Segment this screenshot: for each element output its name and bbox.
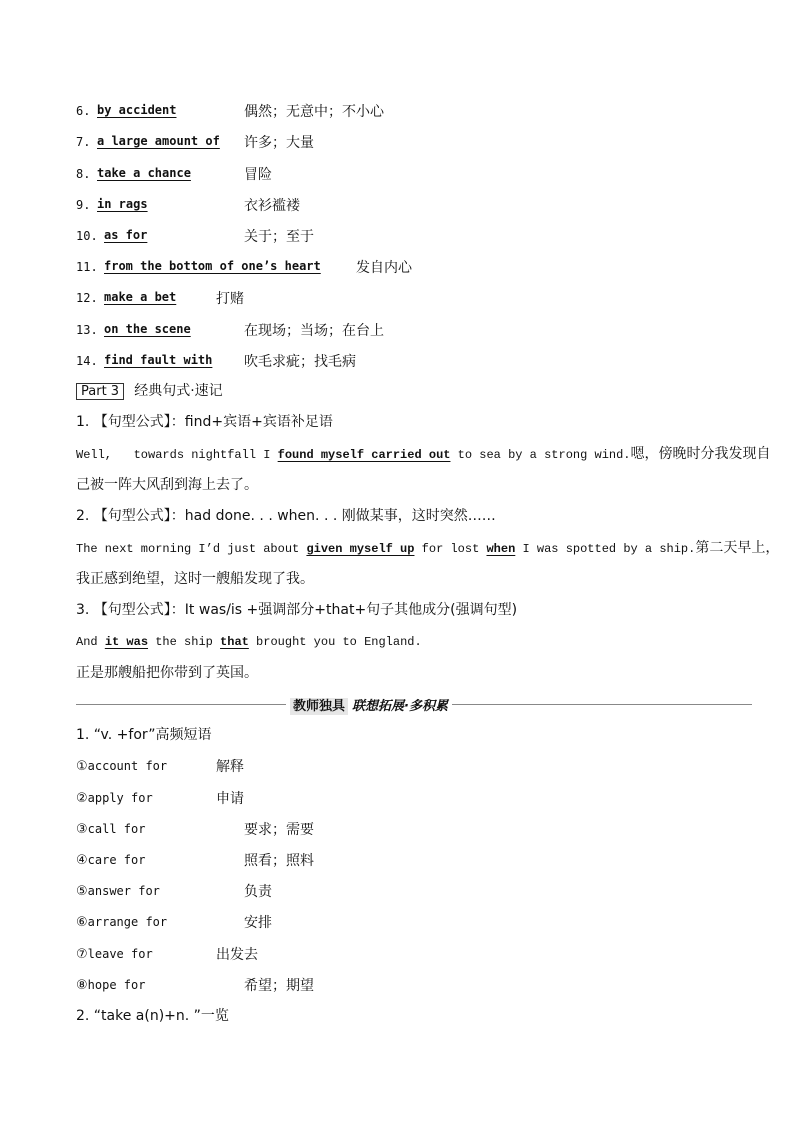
item-marker: ⑧: [76, 978, 88, 993]
sentence-highlight: it was: [104, 635, 149, 649]
vocab-phrase: make a bet: [104, 290, 177, 304]
vocab-phrase: find fault with: [104, 353, 213, 367]
sentence-text: to sea by a strong wind.: [450, 448, 631, 462]
pattern-formula: 2. 【句型公式】：had done. . . when. . . 刚做某事，这时突然……: [76, 508, 496, 524]
vocab-meaning: 关于；至于: [244, 229, 314, 245]
pattern-label: [76, 601, 517, 620]
example-sentence: [76, 633, 422, 651]
example-sentence: [76, 445, 771, 464]
vocab-phrase: from the bottom of one’s heart: [104, 259, 321, 273]
item-number: 14.: [76, 354, 98, 368]
item-number: 10.: [76, 229, 98, 243]
vocab-phrase: take a chance: [97, 166, 191, 180]
vocab-phrase: a large amount of: [97, 134, 220, 148]
example-translation: [76, 664, 258, 683]
item-marker: ⑥: [76, 915, 88, 930]
sentence-text: And: [76, 635, 105, 649]
example-translation: [76, 570, 314, 589]
vocab-meaning: 冒险: [244, 167, 272, 183]
item-number: 9.: [76, 198, 91, 212]
pattern-formula: 3. 【句型公式】：It was/is +强调部分+that+句子其他成分(强调句型): [76, 602, 518, 618]
list-item: [76, 757, 167, 776]
example-translation: [76, 476, 258, 495]
item-number: 7.: [76, 135, 91, 149]
extension-heading: [76, 726, 211, 745]
list-item: [76, 945, 153, 964]
vocab-meaning: 衣衫褴褛: [244, 198, 300, 214]
vocab-phrase: in rags: [97, 197, 148, 211]
vocab-item: [76, 352, 98, 371]
sentence-text: The next morning I’d just about: [76, 542, 307, 556]
vocab-phrase: by accident: [97, 103, 177, 117]
vocab-item: [76, 227, 98, 246]
sentence-highlight: when: [486, 542, 516, 556]
sentence-text: Well, towards nightfall I: [76, 448, 278, 462]
divider-title: 联想拓展·多积累: [352, 699, 448, 714]
vocab-item: [76, 289, 98, 308]
item-number: 8.: [76, 167, 91, 181]
item-marker: ③: [76, 822, 88, 837]
sentence-text: for lost: [414, 542, 487, 556]
section-title: 经典句式·速记: [134, 383, 223, 399]
teacher-tag: 教师独具: [290, 698, 348, 715]
sentence-highlight: that: [220, 635, 249, 649]
vocab-phrase: on the scene: [104, 322, 191, 336]
item-meaning: 安排: [244, 915, 272, 931]
item-phrase: apply for: [87, 791, 153, 805]
item-number: 11.: [76, 260, 98, 274]
item-meaning: 解释: [216, 759, 244, 775]
section-heading: [76, 382, 223, 401]
vocab-meaning: 许多；大量: [244, 135, 314, 151]
vocab-meaning: 偶然；无意中；不小心: [244, 104, 384, 120]
vocab-meaning: 在现场；当场；在台上: [244, 323, 384, 339]
list-item: [76, 789, 153, 808]
item-meaning: 要求；需要: [244, 822, 314, 838]
vocab-item: [76, 133, 90, 152]
item-marker: ⑤: [76, 884, 88, 899]
vocab-item: [76, 258, 98, 277]
sentence-translation: 正是那艘船把你带到了英国。: [76, 665, 258, 681]
vocab-item: [76, 102, 90, 121]
sentence-text: brought you to England.: [248, 635, 422, 649]
item-meaning: 出发去: [216, 947, 258, 963]
pattern-label: [76, 413, 333, 432]
extension-heading: [76, 1007, 229, 1026]
sentence-text: I was spotted by a ship.: [515, 542, 696, 556]
part-label-box: Part 3: [76, 383, 124, 400]
item-meaning: 照看；照料: [244, 853, 314, 869]
extension-title: 1. “v. +for”高频短语: [76, 727, 212, 743]
item-phrase: leave for: [87, 947, 153, 961]
item-phrase: care for: [87, 853, 146, 867]
vocab-phrase: as for: [104, 228, 148, 242]
item-phrase: arrange for: [87, 915, 168, 929]
item-phrase: call for: [87, 822, 146, 836]
item-number: 12.: [76, 291, 98, 305]
item-marker: ①: [76, 759, 88, 774]
item-marker: ②: [76, 791, 88, 806]
vocab-meaning: 吹毛求疵；找毛病: [244, 354, 356, 370]
extension-title: 2. “take a(n)+n. ”一览: [76, 1008, 229, 1024]
list-item: [76, 913, 167, 932]
list-item: [76, 882, 160, 901]
item-number: 13.: [76, 323, 98, 337]
item-phrase: hope for: [87, 978, 146, 992]
item-marker: ④: [76, 853, 88, 868]
sentence-translation: 己被一阵大风刮到海上去了。: [76, 477, 258, 493]
item-phrase: answer for: [87, 884, 160, 898]
item-meaning: 申请: [216, 791, 244, 807]
item-marker: ⑦: [76, 947, 88, 962]
vocab-meaning: 发自内心: [356, 260, 412, 276]
item-number: 6.: [76, 104, 91, 118]
list-item: [76, 976, 145, 995]
sentence-text: the ship: [148, 635, 221, 649]
item-meaning: 希望；期望: [244, 978, 314, 994]
example-sentence: [76, 539, 779, 558]
vocab-item: [76, 165, 90, 184]
pattern-label: [76, 507, 496, 526]
pattern-formula: 1. 【句型公式】：find+宾语+宾语补足语: [76, 414, 333, 430]
item-phrase: account for: [87, 759, 168, 773]
sentence-highlight: given myself up: [306, 542, 415, 556]
vocab-meaning: 打赌: [216, 291, 244, 307]
divider-label: [286, 695, 452, 714]
item-meaning: 负责: [244, 884, 272, 900]
sentence-translation: 第二天早上，: [695, 540, 780, 556]
sentence-translation: 嗯，傍晚时分我发现自: [630, 446, 771, 462]
list-item: [76, 851, 145, 870]
vocab-item: [76, 321, 98, 340]
list-item: [76, 820, 145, 839]
sentence-highlight: found myself carried out: [277, 448, 451, 462]
sentence-translation: 我正感到绝望，这时一艘船发现了我。: [76, 571, 314, 587]
vocab-item: [76, 196, 90, 215]
